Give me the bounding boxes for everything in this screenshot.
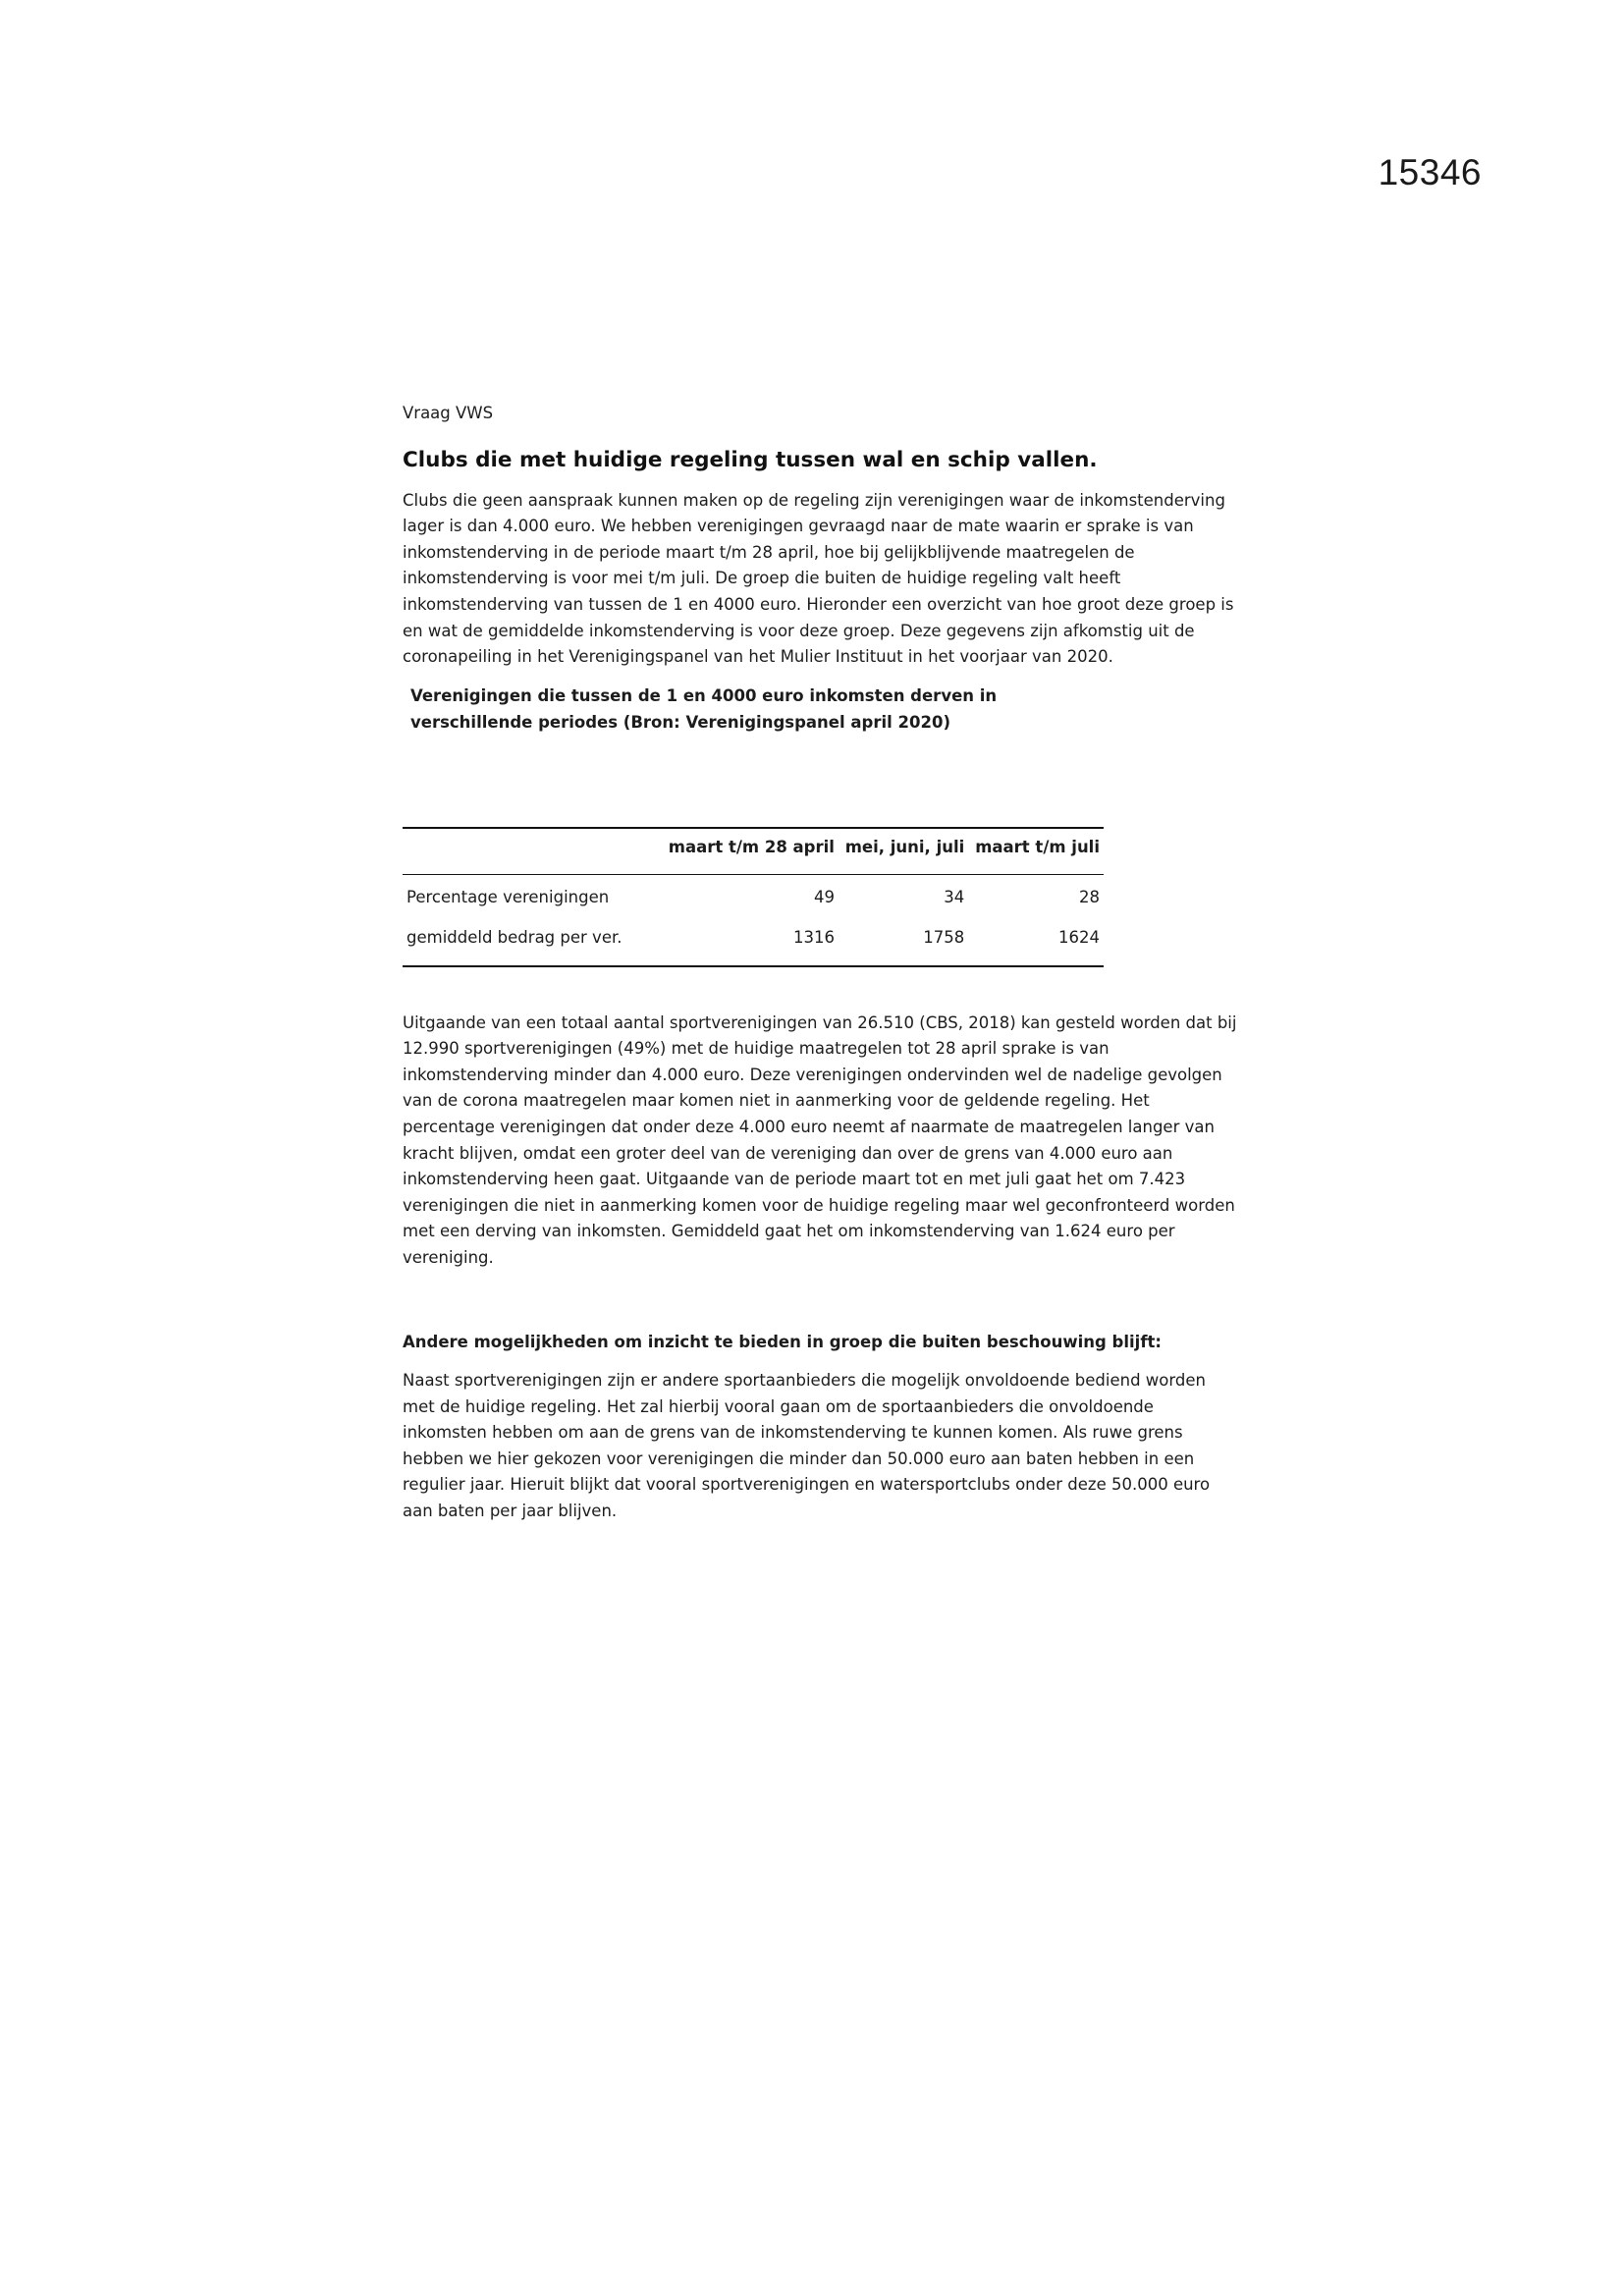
document-title: Clubs die met huidige regeling tussen wal en schip vallen. — [403, 447, 1098, 472]
table-header-row — [403, 828, 1104, 875]
table-row — [403, 918, 1104, 966]
document-number: 15346 — [1378, 152, 1482, 192]
intro-paragraph: Clubs die geen aanspraak kunnen maken op de regeling zijn verenigingen waar de inkomstenderving lager is dan 4.000 euro. We hebben verenigingen gevraagd naar de mate waarin er sprake is van inkomstenderving in de periode maart t/m 28 april, hoe bij gelijkblijvende maatregelen de inkomstenderving is voor mei t/m juli. De groep die buiten de huidige regeling valt heeft inkomstenderving van tussen de 1 en 4000 euro. Hieronder een overzicht van hoe groot deze groep is en wat de gemiddelde inkomstenderving is voor deze groep. Deze gegevens zijn afkomstig uit de coronapeiling in het Verenigingspanel van het Mulier Instituut in het voorjaar van 2020. — [403, 490, 1234, 667]
question-label: Vraag VWS — [403, 404, 494, 422]
table-row — [403, 875, 1104, 918]
table-header-period-1: maart t/m 28 april — [661, 828, 839, 875]
table-cell: 1316 — [661, 918, 839, 966]
table-cell: 49 — [661, 875, 839, 918]
table-cell: 28 — [968, 875, 1104, 918]
table-caption: Verenigingen die tussen de 1 en 4000 euro inkomsten derven in verschillende periodes (Bron: Verenigingspanel april 2020) — [410, 685, 998, 732]
section-subheading: Andere mogelijkheden om inzicht te bieden in groep die buiten beschouwing blijft: — [403, 1333, 1162, 1352]
document-body — [403, 401, 1239, 1525]
row-label-average-amount: gemiddeld bedrag per ver. — [403, 918, 661, 966]
table-cell: 1758 — [839, 918, 968, 966]
other-options-paragraph: Naast sportverenigingen zijn er andere sportaanbieders die mogelijk onvoldoende bediend worden met de huidige regeling. Het zal hierbij vooral gaan om de sportaanbieders die onvoldoende inkomsten hebben om aan de grens van de inkomstenderving te kunnen komen. Als ruwe grens hebben we hier gekozen voor verenigingen die minder dan 50.000 euro aan baten hebben in een regulier jaar. Hieruit blijkt dat vooral sportverenigingen en watersportclubs onder deze 50.000 euro aan baten per jaar blijven. — [403, 1371, 1211, 1521]
table-header-empty — [403, 828, 661, 875]
table-cell: 1624 — [968, 918, 1104, 966]
table-header-period-2: mei, juni, juli — [839, 828, 968, 875]
analysis-paragraph: Uitgaande van een totaal aantal sportverenigingen van 26.510 (CBS, 2018) kan gesteld worden dat bij 12.990 sportverenigingen (49%) met de huidige maatregelen tot 28 april sprake is van inkomstenderving minder dan 4.000 euro. Deze verenigingen ondervinden wel de nadelige gevolgen van de corona maatregelen maar komen niet in aanmerking voor de geldende regeling. Het percentage verenigingen dat onder deze 4.000 euro neemt af naarmate de maatregelen langer van kracht blijven, omdat een groter deel van de vereniging dan over de grens van 4.000 euro aan inkomstenderving heen gaat. Uitgaande van de periode maart tot en met juli gaat het om 7.423 verenigingen die niet in aanmerking komen voor de huidige regeling maar wel geconfronteerd worden met een derving van inkomsten. Gemiddeld gaat het om inkomstenderving van 1.624 euro per vereniging. — [403, 1012, 1237, 1267]
row-label-percentage: Percentage verenigingen — [403, 875, 661, 918]
table-header-period-3: maart t/m juli — [968, 828, 1104, 875]
data-table — [403, 827, 1104, 967]
table-cell: 34 — [839, 875, 968, 918]
